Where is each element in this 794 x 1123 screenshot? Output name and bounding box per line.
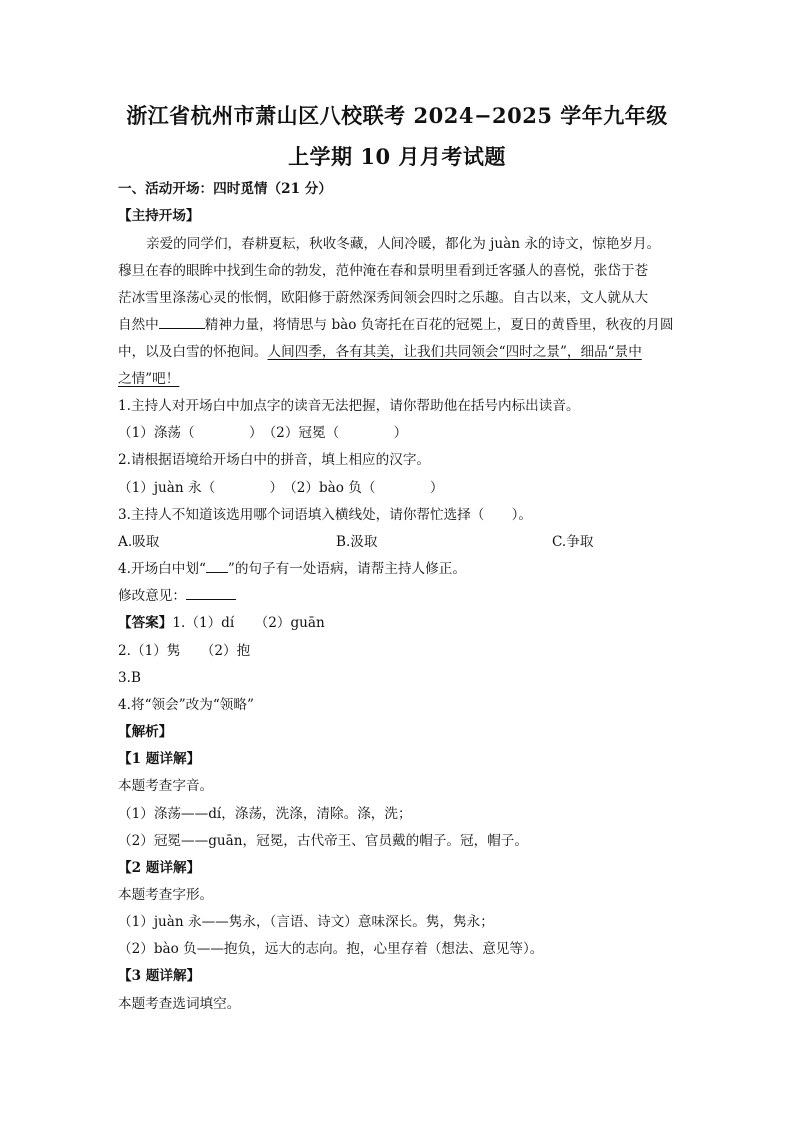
answer-label: 【答案】: [118, 615, 173, 631]
host-label: 【主持开场】: [118, 208, 200, 224]
answer-4: 4.将“领会”改为“领略”: [118, 697, 254, 713]
detail-2-label: 【2 题详解】: [118, 860, 201, 876]
question-4a: 4.开场白中划“: [118, 561, 206, 577]
detail-1-intro: 本题考查字音。: [118, 778, 214, 794]
detail-2-item-1: （1）juàn 永——隽永，（言语、诗文）意味深长。隽，隽永；: [118, 914, 494, 930]
option-b: B.汲取: [336, 534, 378, 550]
fill-blank: [159, 316, 205, 329]
passage-line-4b: 精神力量，将情思与 bào 负寄托在百花的冠冕上，夏日的黄昏里，秋夜的月圆: [204, 317, 674, 333]
detail-1-item-2: （2）冠冕——guān，冠冕，古代帝王、官员戴的帽子。冠，帽子。: [118, 833, 528, 849]
option-c: C.争取: [552, 534, 594, 550]
detail-2-intro: 本题考查字形。: [118, 887, 214, 903]
question-4: [118, 560, 466, 578]
analysis-label: 【解析】: [118, 724, 173, 740]
passage-line-2: 穆旦在春的眼眸中找到生命的勃发，范仲淹在春和景明里看到迁客骚人的喜悦，张岱于苍: [118, 263, 649, 279]
question-4-suggestion: [118, 587, 236, 605]
passage-line-4: [118, 316, 673, 334]
answer-line-1: [118, 614, 325, 632]
underline-mark: [206, 560, 228, 573]
answer-1: 1.（1）dí （2）guān: [172, 615, 325, 631]
passage-line-1: 亲爱的同学们，春耕夏耘，秋收冬藏，人间冷暖，都化为 juàn 永的诗文，惊艳岁月。: [146, 236, 661, 252]
underlined-sentence-end: 之情”吧！: [118, 371, 180, 387]
question-1-items: （1）涤荡（ ） （2）冠冕（ ）: [118, 425, 408, 441]
detail-1-label: 【1 题详解】: [118, 751, 201, 767]
underlined-sentence: 人间四季，各有其美，让我们共同领会“四时之景”，细品“景中: [267, 344, 642, 360]
option-a: A.吸取: [118, 534, 160, 550]
detail-2-item-2: （2）bào 负——抱负，远大的志向。抱，心里存着（想法、意见等）。: [118, 941, 544, 957]
document-title-line1: 浙江省杭州市萧山区八校联考 2024−2025 学年九年级: [126, 103, 668, 128]
question-2: 2.请根据语境给开场白中的拼音，填上相应的汉字。: [118, 452, 431, 468]
question-2-items: （1）juàn 永（ ） （2）bào 负（ ）: [118, 480, 444, 496]
passage-line-6: [118, 370, 179, 388]
section-heading: 一、活动开场：四时觅情（21 分）: [118, 181, 332, 197]
question-1: 1.主持人对开场白中加点字的读音无法把握，请你帮助他在括号内标出读音。: [118, 398, 580, 414]
detail-3-intro: 本题考查选词填空。: [118, 996, 241, 1012]
suggestion-blank: [186, 587, 236, 600]
question-3: 3.主持人不知道该选用哪个词语填入横线处，请你帮忙选择（ ）。: [118, 507, 532, 523]
passage-line-5a: 中，以及白雪的怀抱间。: [118, 344, 268, 360]
passage-line-5: [118, 343, 642, 361]
answer-3: 3.B: [118, 670, 141, 686]
question-4b: ”的句子有一处语病，请帮主持人修正。: [227, 561, 466, 577]
detail-1-item-1: （1）涤荡——dí，涤荡，洗涤，清除。涤，洗；: [118, 806, 412, 822]
passage-line-3: 茫冰雪里涤荡心灵的怅惘，欧阳修于蔚然深秀间领会四时之乐趣。自古以来，文人就从大: [118, 290, 649, 306]
detail-3-label: 【3 题详解】: [118, 968, 201, 984]
suggestion-label: 修改意见：: [118, 588, 186, 604]
document-title-line2: 上学期 10 月月考试题: [288, 144, 506, 169]
passage-line-4a: 自然中: [118, 317, 159, 333]
answer-2: 2.（1）隽 （2）抱: [118, 643, 251, 659]
